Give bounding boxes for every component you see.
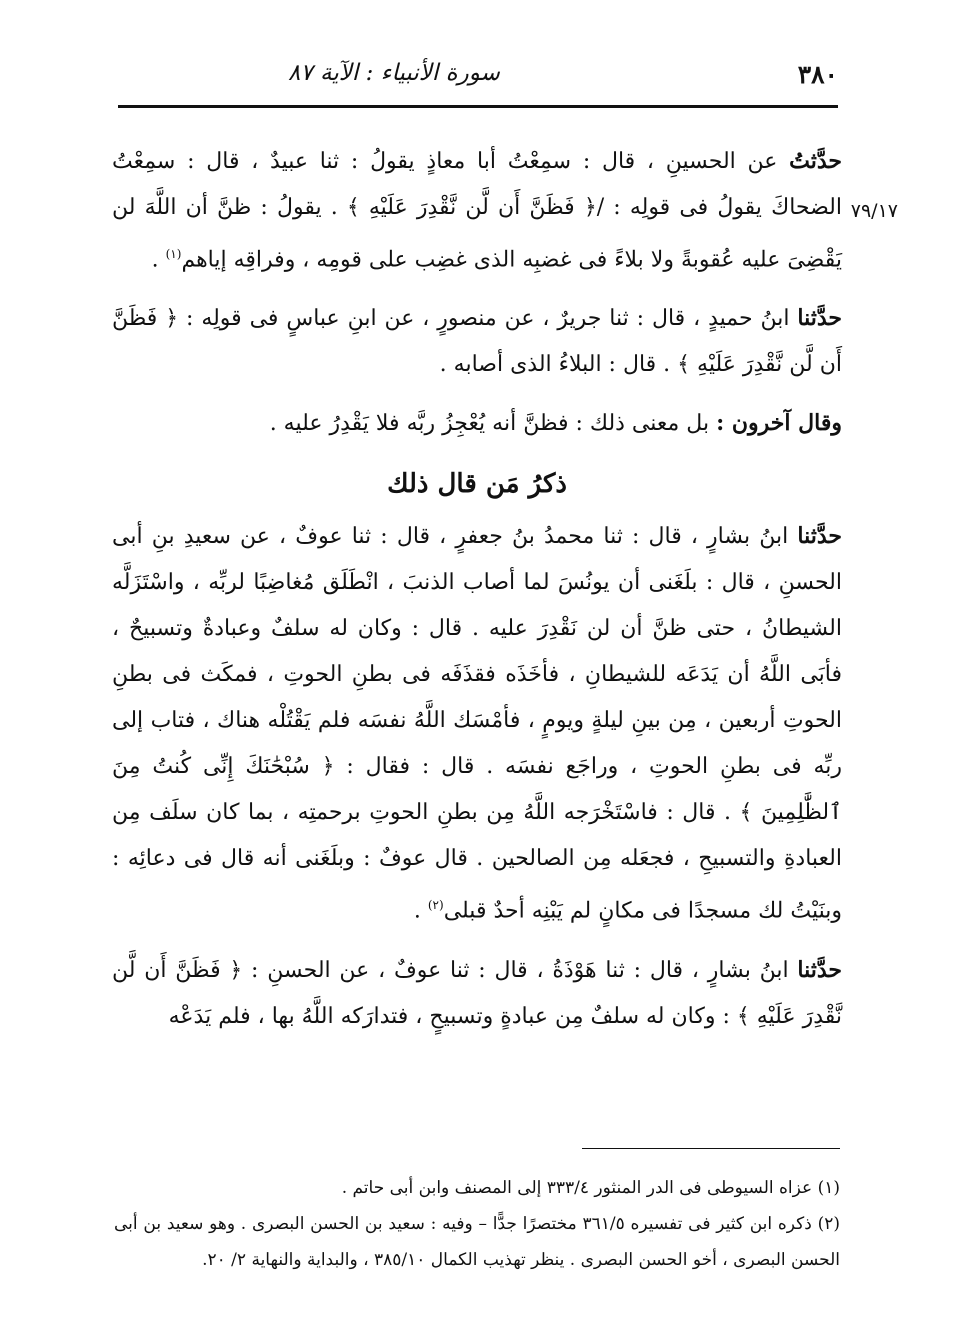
paragraph xyxy=(112,947,842,1040)
paragraph-lead: حدَّثنا xyxy=(797,305,842,332)
footnote-marker: (١) xyxy=(165,247,182,261)
paragraph-text: بل معنى ذلك : فظنَّ أنه يُعْجِزُ ربَّه فلا يَقْدِرُ عليه . xyxy=(269,411,717,437)
paragraph-text: ابنُ بشارٍ ، قال : ثنا هَوْذَةُ ، قال : ثنا عوفٌ ، عن الحسنِ : ﴿ فَظَنَّ أَن لَّن نَّقْدِرَ عَلَيْهِ ﴾ : وكان له سلفٌ مِن عبادةٍ وتسبيحٍ ، فتدارَكه اللَّهُ بها ، فلم يَدَعْه xyxy=(112,957,842,1029)
header-rule xyxy=(118,105,838,108)
footnote: (٢) ذكره ابن كثير فى تفسيره ٣٦١/٥ مختصرًا جدًّا – وفيه : سعيد بن الحسن البصرى . وهو سعيد بن أبى الحسن البصرى ، أخو الحسن البصرى . ينظر تهذيب الكمال ٣٨٥/١٠ ، والبداية والنهاية ٢/ ٢٠. xyxy=(114,1214,840,1270)
margin-reference: ٧٩/١٧ xyxy=(850,200,898,222)
page-number: ٣٨٠ xyxy=(797,60,838,89)
paragraph xyxy=(112,513,842,934)
paragraph-end: . xyxy=(151,247,166,273)
paragraph xyxy=(112,295,842,388)
paragraph-end: . xyxy=(413,898,428,924)
footnote-marker: (٢) xyxy=(427,898,444,913)
paragraph-lead: وقال آخرون : xyxy=(716,410,842,437)
paragraph-text: عن الحسينِ ، قال : سمِعْتُ أبا معاذٍ يقولُ : ثنا عبيدٌ ، قال : سمِعْتُ الضحاكَ يقولُ فى قولِه : /﴿ فَظَنَّ أَن لَّن نَّقْدِرَ عَلَيْهِ ﴾ . يقولُ : ظنَّ أن اللَّهَ لن يَقْضِىَ عليه عُقوبةً ولا بلاءً فى غضبِه الذى غضِب على قومِه ، وفراقِه إياهم xyxy=(112,149,842,273)
footnote: (١) عزاه السيوطى فى الدر المنثور ٣٣٣/٤ إلى المصنف وابن أبى حاتم . xyxy=(341,1178,840,1198)
footnote-rule xyxy=(582,1148,840,1149)
section-heading: ذكرُ مَن قال ذلك xyxy=(387,469,567,500)
paragraph xyxy=(112,400,842,447)
footnotes xyxy=(114,1170,840,1278)
paragraph-text: ابنُ حميدٍ ، قال : ثنا جريرٌ ، عن منصورٍ ، عن ابنِ عباسٍ فى قولِه : ﴿ فَظَنَّ أَن لَّن نَّقْدِرَ عَلَيْهِ ﴾ . قال : البلاءُ الذى أصابه . xyxy=(112,306,842,378)
paragraph-lead: حدَّثتُ xyxy=(789,148,842,174)
paragraph-text: ابنُ بشارٍ ، قال : ثنا محمدُ بنُ جعفرٍ ، قال : ثنا عوفٌ ، عن سعيدِ بنِ أبى الحسنِ ، قال : بلَغَنى أن يونُسَ لما أصاب الذنبَ ، انْطَلَق مُغاضِبًا لربِّه ، واسْتَزَلَّه الشيطانُ ، حتى ظنَّ أن لن نَقْدِرَ عليه . قال : وكان له سلفٌ وعبادةٌ وتسبيحٌ ، فأبَى اللَّهُ أن يَدَعَه للشيطانِ ، فأخَذَه فقذَفَه فى بطنِ الحوتِ ، فمكَث فى بطنِ الحوتِ أربعين ، مِن بينِ ليلةٍ ويومٍ ، فأمْسَك اللَّهُ نفسَه فلم يَقْتُلْه هناك ، فتاب إلى ربِّه فى بطنِ الحوتِ ، وراجَع نفسَه . قال : فقال : ﴿ سُبْحَٰنَكَ إِنِّى كُنتُ مِنَ ٱلظَّٰلِمِينَ ﴾ . قال : فاسْتَخْرَجه اللَّهُ مِن بطنِ الحوتِ برحمتِه ، بما كان سلَف مِن العبادةِ والتسبيحِ ، فجعَله مِن الصالحين . قال عوفٌ : وبلَغَنى أنه قال فى دعائِه : وبنَيْتُ لك مسجدًا فى مكانٍ لم يَبْنِه أحدٌ قبلى xyxy=(112,524,842,924)
running-title: سورة الأنبياء : الآية ٨٧ xyxy=(288,60,500,86)
page-header xyxy=(118,60,838,100)
paragraph-lead: حدَّثنا xyxy=(797,956,842,983)
paragraph xyxy=(112,138,842,283)
main-text xyxy=(112,138,842,1040)
paragraph-lead: حدَّثنا xyxy=(797,523,842,550)
